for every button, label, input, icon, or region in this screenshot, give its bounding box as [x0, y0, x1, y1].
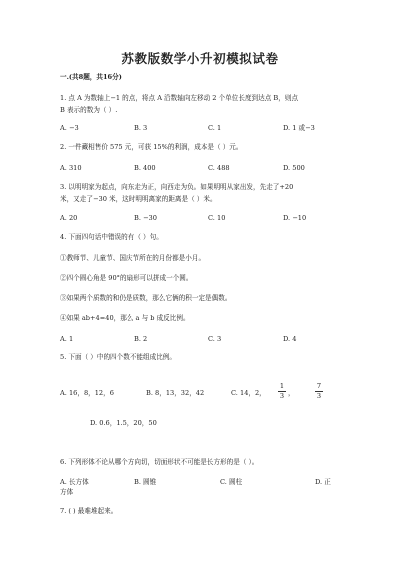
question-2-line-1: 2. 一件藏相售价 575 元，可获 15%的利润，成本是（ ）元。 — [60, 143, 243, 151]
question-3-line-1: 3. 以明明家为起点，向东走为正，向西走为负。如果明明从家出发，先走了+20 — [60, 183, 294, 191]
fraction-2-denominator: 3 — [316, 392, 322, 400]
q4-option-d: D. 4 — [283, 335, 297, 343]
question-4-line-1: 4. 下面四句话中错误的有（ ）句。 — [60, 233, 163, 241]
fraction-one-third — [278, 382, 286, 400]
question-1-line-1: 1. 点 A 为数轴上−1 的点，将点 A 沿数轴向左移动 2 个单位长度到达点 B，则点 — [60, 94, 299, 102]
section-heading: 一.(共8题，共16分) — [60, 73, 122, 81]
q1-option-d: D. 1 或−3 — [283, 124, 315, 132]
q2-option-b: B. 400 — [134, 164, 156, 172]
fraction-seven-thirds — [315, 382, 323, 400]
statement-4: ④如果 ab+4=40，那么 a 与 b 成反比例。 — [60, 314, 190, 322]
q1-option-c: C. 1 — [208, 124, 222, 132]
q3-option-b: B. −30 — [134, 214, 157, 222]
q3-option-c: C. 10 — [208, 214, 226, 222]
fraction-1-numerator: 1 — [279, 382, 285, 390]
q2-option-a: A. 310 — [60, 164, 82, 172]
q6-option-c: C. 圆柱 — [220, 478, 243, 486]
q3-option-d: D. −10 — [283, 214, 307, 222]
q3-option-a: A. 20 — [60, 214, 78, 222]
question-3-line-2: 米，又走了−30 米，这时明明离家的距离是（ ）米。 — [60, 195, 217, 203]
statement-2: ②四个圆心角是 90°的扇形可以拼成一个圆。 — [60, 274, 193, 282]
q1-option-a: A. −3 — [60, 124, 79, 132]
q5-option-b: B. 8，13，32，42 — [146, 389, 205, 397]
q6-option-d: D. 正 — [315, 478, 331, 486]
statement-3: ③如果两个质数的和仍是质数，那么它俩的积一定是偶数。 — [60, 294, 232, 302]
q2-option-d: D. 500 — [283, 164, 305, 172]
q6-option-d-continued: 方体 — [60, 488, 74, 496]
q5-option-c: C. 14，2， — [231, 389, 266, 397]
fraction-separator: ， — [288, 389, 295, 397]
question-7-line-1: 7. ( ) 最难堆起来。 — [60, 507, 118, 515]
question-1-line-2: B 表示的数为（ ）. — [60, 106, 118, 114]
q5-option-a: A. 16，8，12，6 — [60, 389, 114, 397]
fraction-1-denominator: 3 — [279, 392, 285, 400]
q4-option-a: A. 1 — [60, 335, 74, 343]
exam-title: 苏教版数学小升初模拟试卷 — [121, 51, 279, 66]
q6-option-a: A. 长方体 — [60, 478, 89, 486]
fraction-2-numerator: 7 — [316, 382, 322, 390]
q4-option-c: C. 3 — [208, 335, 222, 343]
statement-1: ①教师节、儿童节、国庆节所在的月份都是小月。 — [60, 254, 206, 262]
q6-option-b: B. 圆锥 — [134, 478, 157, 486]
question-5-line-1: 5. 下面（ ）中的四个数不能组成比例。 — [60, 353, 176, 361]
q1-option-b: B. 3 — [134, 124, 148, 132]
q5-option-d: D. 0.6，1.5，20，50 — [90, 419, 157, 427]
q2-option-c: C. 488 — [208, 164, 230, 172]
question-6-line-1: 6. 下列形体不论从哪个方向切，切面形状不可能是长方形的是（ ）。 — [60, 458, 259, 466]
q4-option-b: B. 2 — [134, 335, 148, 343]
